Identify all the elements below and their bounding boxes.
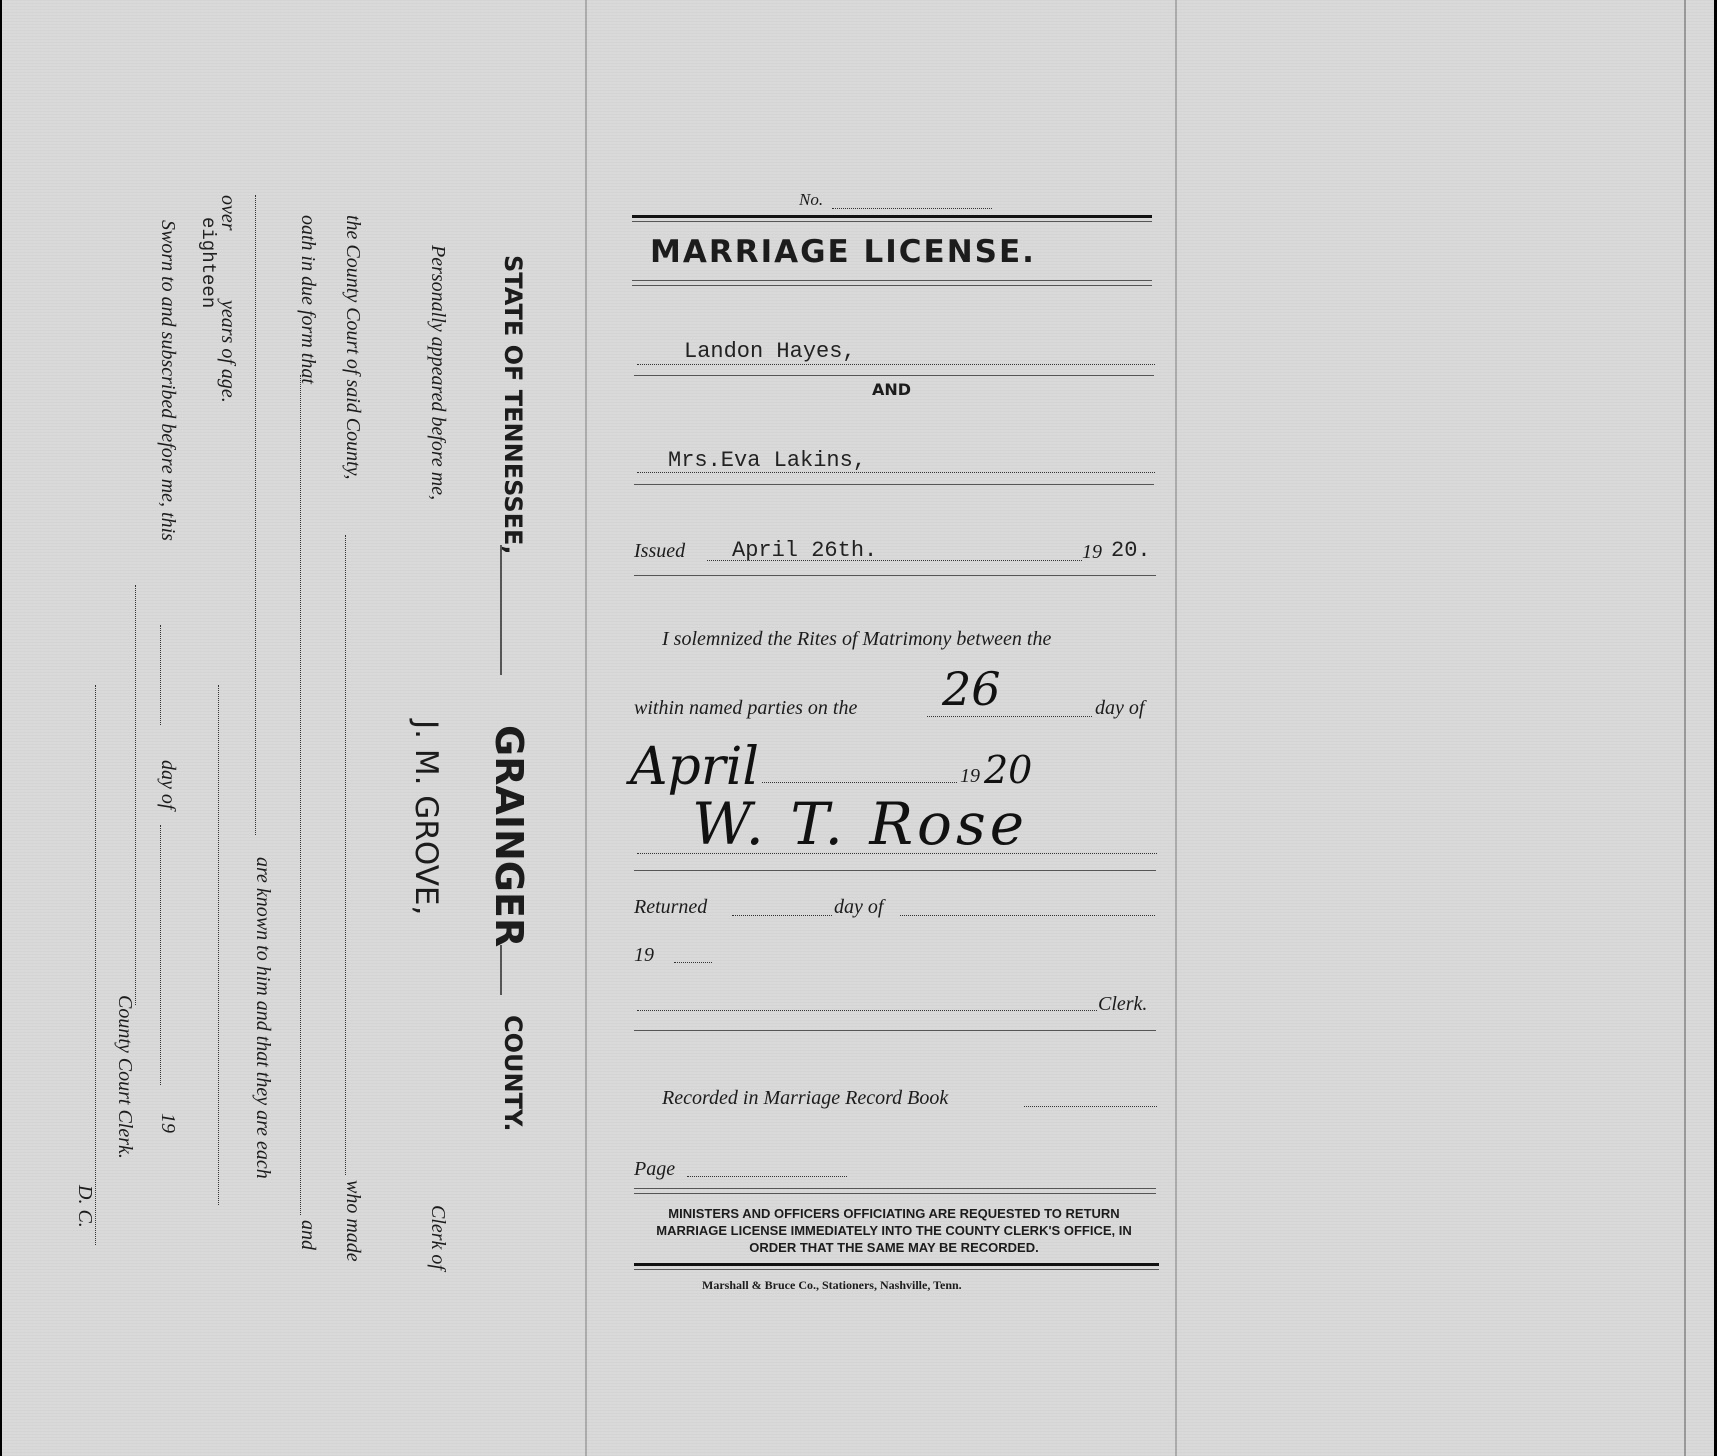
issued-year: 20. (1111, 538, 1151, 563)
affidavit-stub (74, 195, 574, 1395)
year-prefix: 19 (960, 765, 980, 787)
solemnized-line: within named parties on the (634, 697, 858, 719)
handwritten-month: April (630, 737, 759, 797)
returned-year-prefix: 19 (634, 944, 654, 966)
stub-line: and (297, 1220, 319, 1250)
county-name: GRAINGER (487, 725, 531, 948)
issued-label: Issued (634, 540, 686, 562)
stub-line: years of age. (217, 300, 239, 403)
handwritten-day: 26 (942, 662, 1001, 716)
notice-text: MINISTERS AND OFFICERS OFFICIATING ARE REQUESTED TO RETURN MARRIAGE LICENSE IMMEDIATELY INTO THE COUNTY CLERK'S OFFICE, IN ORDER THAT THE SAME MAY BE RECORDED. (656, 1206, 1132, 1255)
stub-line: D. C. (74, 1185, 96, 1228)
clerk-label: Clerk. (1098, 993, 1148, 1015)
issued-date: April 26th. (732, 538, 878, 563)
bride-name: Mrs.Eva Lakins, (668, 448, 867, 473)
number-label: No. (799, 190, 824, 209)
issued-year-prefix: 19 (1082, 541, 1102, 563)
state-heading: STATE OF TENNESSEE, (499, 255, 527, 555)
day-of-label: day of (1095, 697, 1145, 719)
returned-day-of: day of (834, 896, 884, 918)
officiant-signature: W. T. Rose (692, 790, 1029, 858)
stub-line: who made (342, 1180, 364, 1262)
clerk-name: J. M. GROVE, (408, 720, 444, 916)
typed-age: eighteen (197, 217, 219, 309)
stub-line: Clerk of (427, 1205, 449, 1270)
solemnized-line: I solemnized the Rites of Matrimony between the (662, 628, 1052, 650)
and-label: AND (872, 380, 912, 399)
county-label: COUNTY. (499, 1015, 527, 1132)
fold-line (1684, 0, 1686, 1456)
stub-line: Sworn to and subscribed before me, this (157, 220, 179, 541)
stub-line: over (217, 195, 239, 231)
stub-line: day of (157, 760, 179, 810)
stub-line: County Court Clerk. (114, 995, 136, 1159)
handwritten-year: 20 (984, 748, 1033, 792)
stub-line: Personally appeared before me, (427, 245, 449, 501)
stub-line: the County Court of said County, (342, 215, 364, 480)
stub-line: are known to him and that they are each (252, 857, 274, 1179)
page-label: Page (634, 1158, 676, 1180)
fold-line (585, 0, 587, 1456)
returned-label: Returned (634, 896, 708, 918)
groom-name: Landon Hayes, (684, 339, 856, 364)
stub-line: oath in due form that (297, 215, 319, 384)
recorded-label: Recorded in Marriage Record Book (662, 1087, 949, 1109)
license-title: MARRIAGE LICENSE. (650, 234, 1036, 270)
document-page (2, 0, 1714, 1456)
stub-line: 19 (157, 1113, 179, 1133)
printer-imprint: Marshall & Bruce Co., Stationers, Nashville, Tenn. (702, 1278, 962, 1292)
fold-line (1175, 0, 1177, 1456)
